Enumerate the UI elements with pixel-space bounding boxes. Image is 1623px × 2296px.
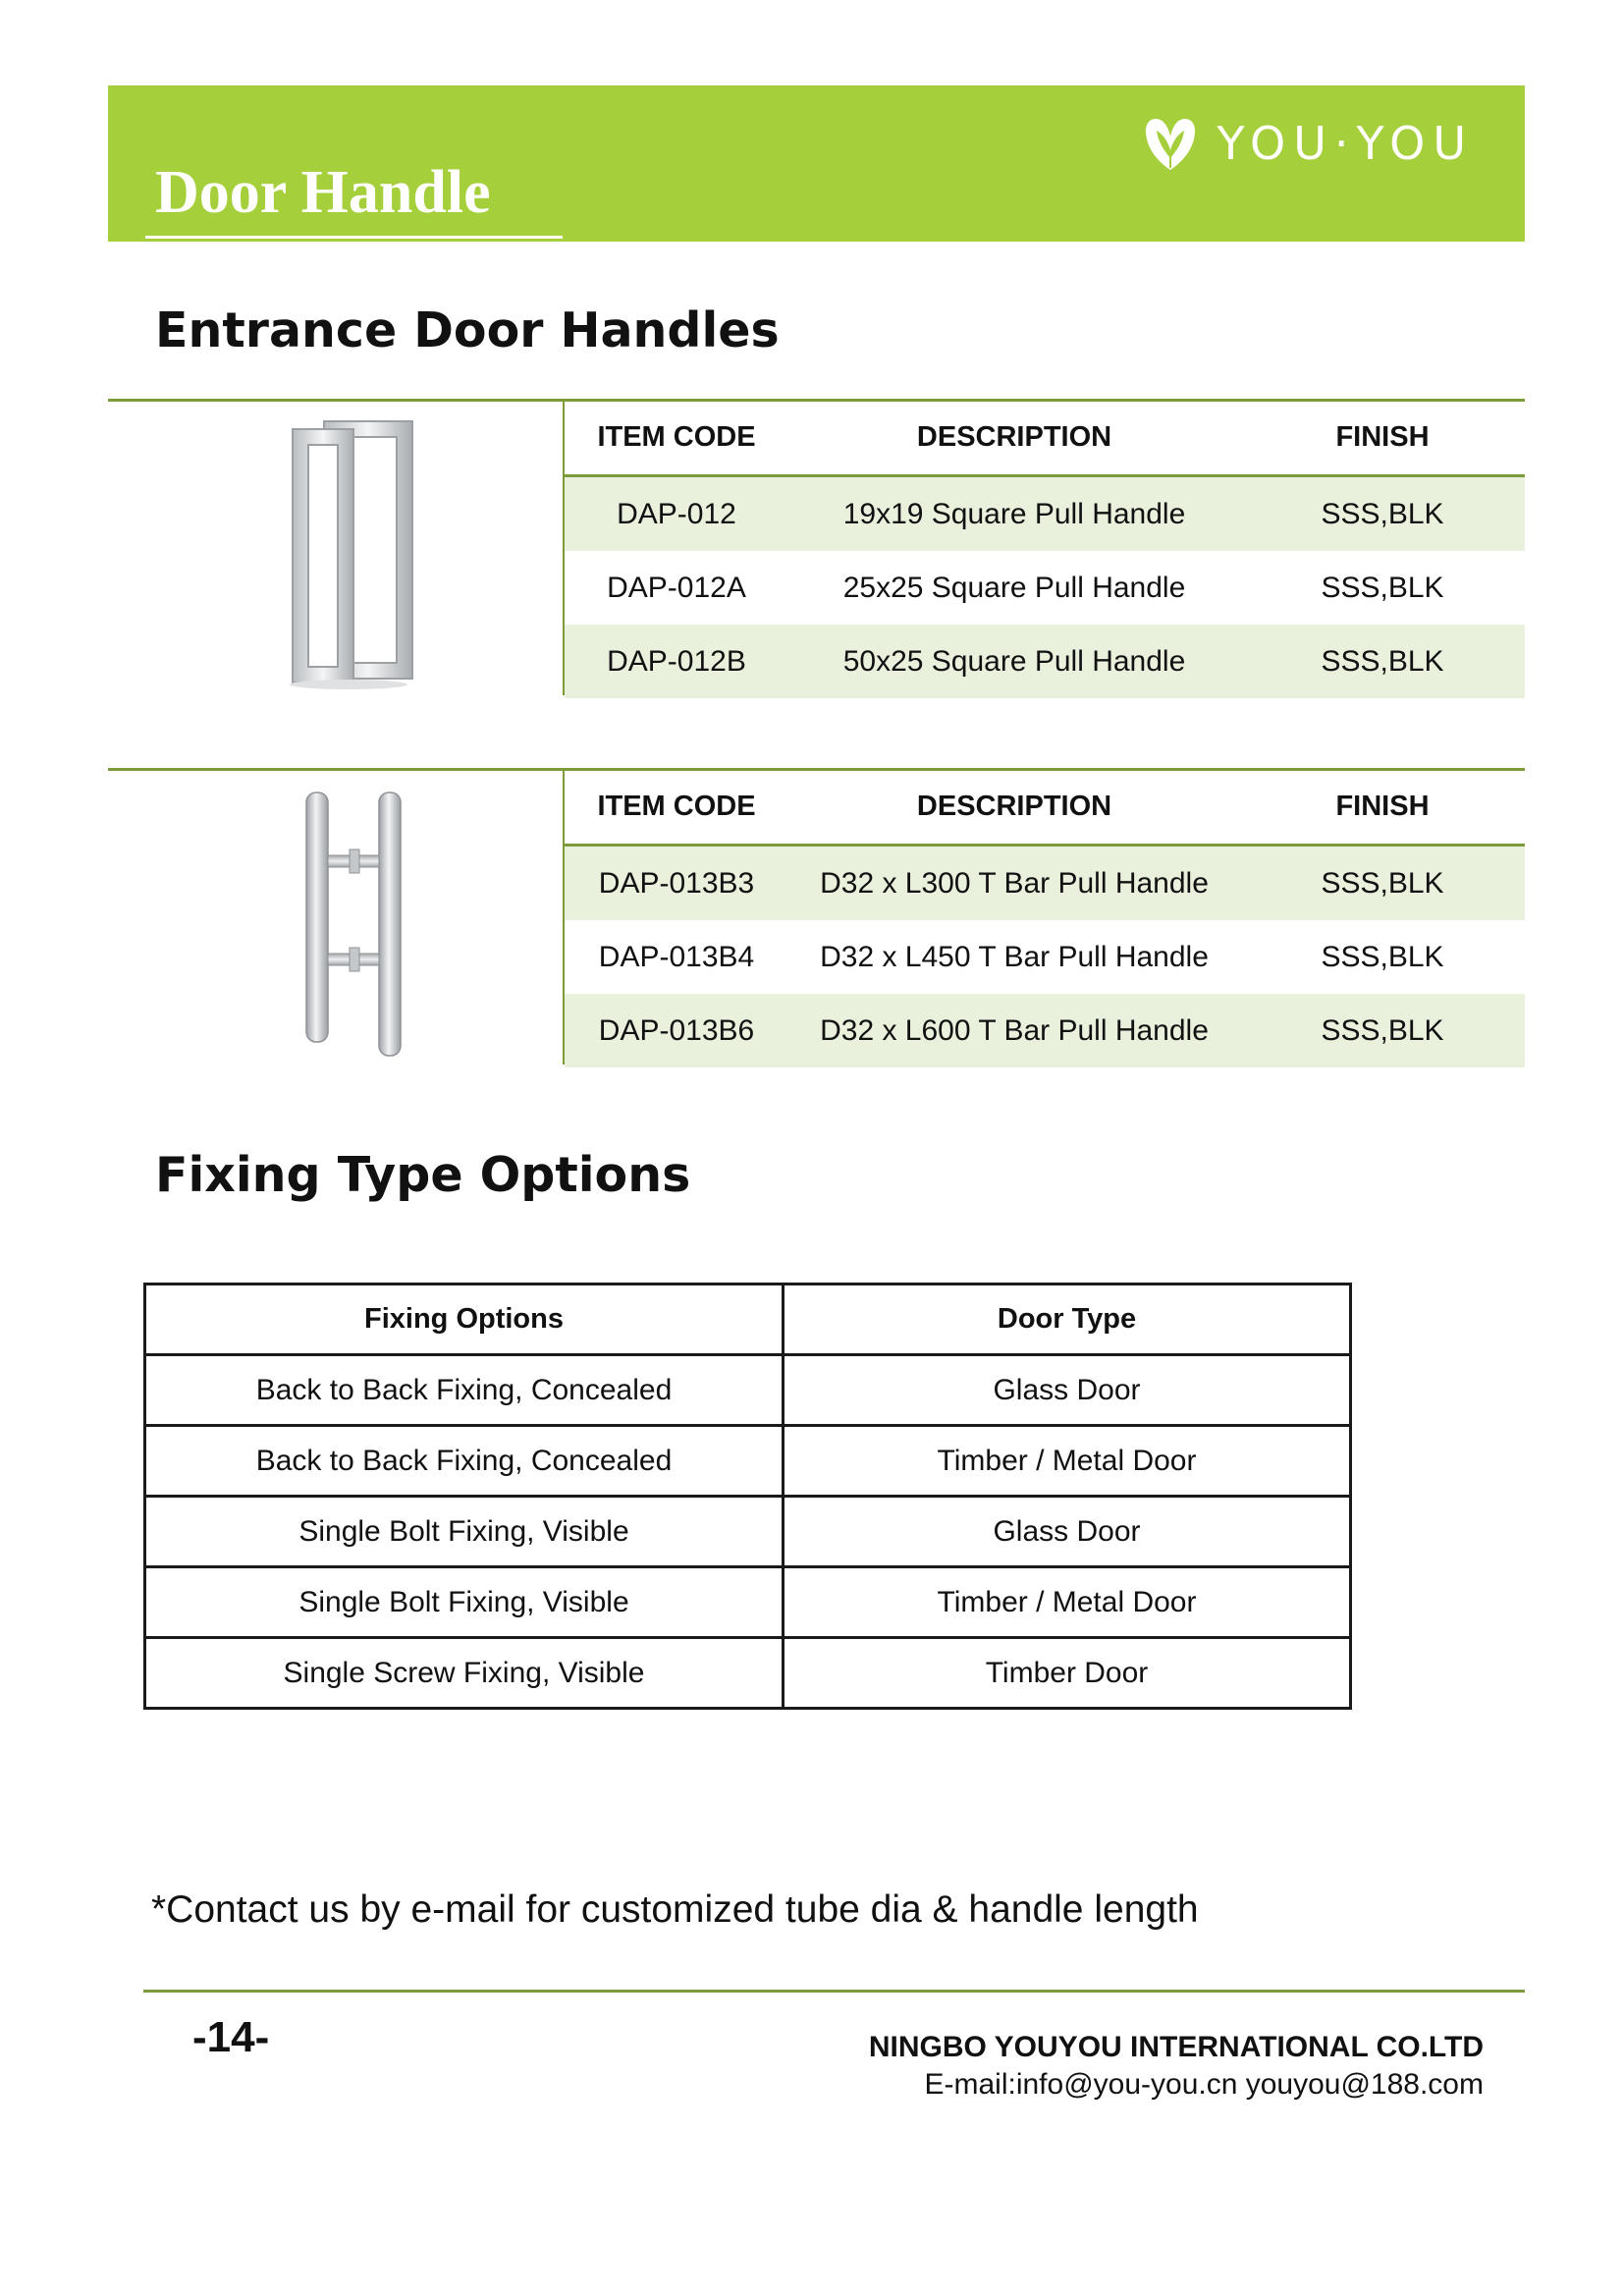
fixing-options-table <box>143 1283 1352 1710</box>
table-row <box>145 1426 1351 1497</box>
description-cell: D32 x L600 T Bar Pull Handle <box>788 994 1240 1067</box>
column-header-description: DESCRIPTION <box>788 401 1240 476</box>
product-table-square <box>565 401 1525 698</box>
table-row <box>565 551 1525 625</box>
table-row <box>565 476 1525 552</box>
column-header-item-code: ITEM CODE <box>565 770 788 846</box>
table-row <box>565 846 1525 921</box>
table-header-row <box>145 1285 1351 1355</box>
brand-logo <box>1140 115 1474 172</box>
t-bar-pull-handle-image <box>285 787 422 1062</box>
column-header-description: DESCRIPTION <box>788 770 1240 846</box>
footer-divider <box>143 1990 1525 1993</box>
description-cell: D32 x L450 T Bar Pull Handle <box>820 940 1209 973</box>
item-code-cell: DAP-013B4 <box>598 940 755 973</box>
item-code-cell: DAP-012B <box>565 625 788 698</box>
youyou-logo-icon <box>1140 115 1201 172</box>
table-row <box>145 1638 1351 1709</box>
item-code-cell: DAP-012A <box>607 571 746 604</box>
contact-email: E-mail:info@you-you.cn youyou@188.com <box>924 2068 1484 2101</box>
product-table-t-bar <box>565 770 1525 1067</box>
description-cell: 25x25 Square Pull Handle <box>842 571 1186 604</box>
section-heading-fixing: Fixing Type Options <box>155 1147 691 1203</box>
table-row <box>145 1355 1351 1426</box>
column-header-fixing-options: Fixing Options <box>145 1285 784 1355</box>
column-header-finish: FINISH <box>1240 401 1525 476</box>
door-type-cell: Timber / Metal Door <box>784 1567 1351 1638</box>
header-banner <box>108 85 1525 242</box>
item-code-cell: DAP-013B3 <box>565 846 788 921</box>
product-image <box>265 410 432 695</box>
page-title: Door Handle <box>155 159 491 226</box>
table-header-row <box>565 770 1525 846</box>
page-number: -14- <box>192 2013 270 2061</box>
contact-note: *Contact us by e-mail for customized tube dia & handle length <box>151 1888 1199 1931</box>
description-cell: 19x19 Square Pull Handle <box>788 476 1240 552</box>
title-underline <box>145 236 563 239</box>
finish-cell: SSS,BLK <box>1240 476 1525 552</box>
door-type-cell: Glass Door <box>784 1497 1351 1567</box>
table-header-row <box>565 401 1525 476</box>
column-header-door-type: Door Type <box>784 1285 1351 1355</box>
fixing-option-cell: Single Bolt Fixing, Visible <box>145 1567 784 1638</box>
item-code-cell: DAP-013B6 <box>565 994 788 1067</box>
fixing-option-cell: Single Screw Fixing, Visible <box>145 1638 784 1709</box>
column-header-finish: FINISH <box>1240 770 1525 846</box>
finish-cell: SSS,BLK <box>1240 625 1525 698</box>
description-cell: 50x25 Square Pull Handle <box>788 625 1240 698</box>
table-row <box>565 994 1525 1067</box>
finish-cell: SSS,BLK <box>1240 846 1525 921</box>
square-pull-handle-image <box>275 415 422 690</box>
item-code-cell: DAP-012 <box>565 476 788 552</box>
door-type-cell: Glass Door <box>784 1355 1351 1426</box>
finish-cell: SSS,BLK <box>1321 940 1444 973</box>
description-cell: D32 x L300 T Bar Pull Handle <box>788 846 1240 921</box>
table-row <box>565 920 1525 994</box>
section-heading-entrance: Entrance Door Handles <box>155 302 780 358</box>
finish-cell: SSS,BLK <box>1240 994 1525 1067</box>
door-type-cell: Timber Door <box>784 1638 1351 1709</box>
fixing-option-cell: Back to Back Fixing, Concealed <box>145 1426 784 1497</box>
table-row <box>145 1497 1351 1567</box>
finish-cell: SSS,BLK <box>1321 571 1444 604</box>
table-row <box>145 1567 1351 1638</box>
column-header-item-code: ITEM CODE <box>565 401 788 476</box>
table-row <box>565 625 1525 698</box>
company-name: NINGBO YOUYOU INTERNATIONAL CO.LTD <box>868 2031 1484 2063</box>
logo-text: YOU·YOU <box>1217 117 1474 170</box>
fixing-option-cell: Single Bolt Fixing, Visible <box>145 1497 784 1567</box>
fixing-option-cell: Back to Back Fixing, Concealed <box>145 1355 784 1426</box>
door-type-cell: Timber / Metal Door <box>784 1426 1351 1497</box>
product-image <box>275 782 432 1066</box>
